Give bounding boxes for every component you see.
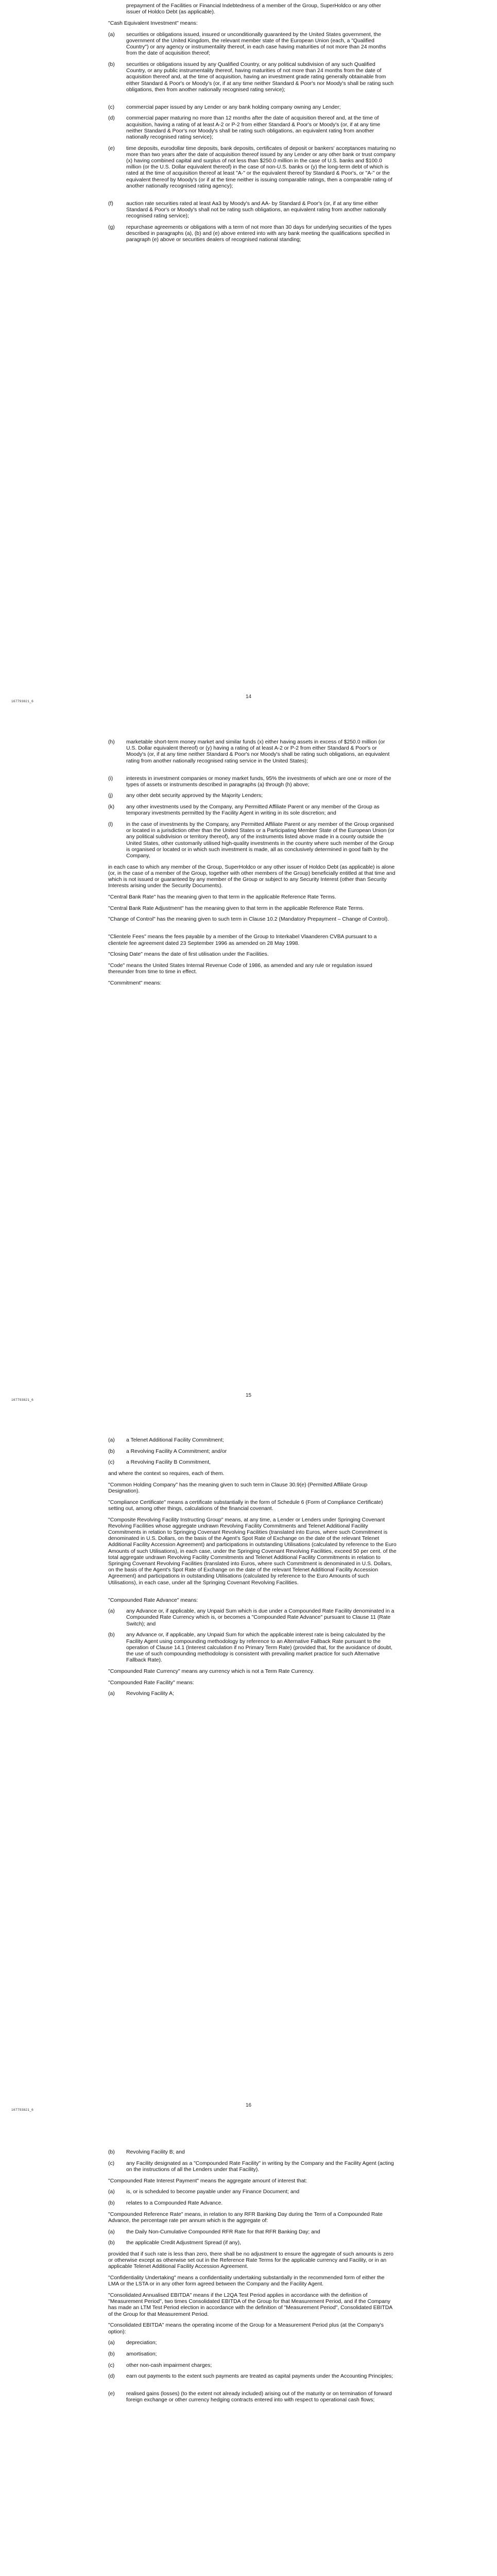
- list-item-label: (c): [108, 1460, 115, 1466]
- paragraph: "Change of Control" has the meaning given to such term in Clause 10.2 (Mandatory Prepayment – Change of Control).: [108, 917, 389, 923]
- list-item-text: amortisation;: [126, 2351, 157, 2357]
- paragraph: provided that if such rate is less than zero, there shall be no adjustment to ensure the aggregate of such amounts is zero or otherwise except as otherwise set out in the Reference Rate Terms for the applicable currency and Facility, or in an applicable Telenet Additional Facility Accession Agreement.: [108, 2251, 393, 2270]
- list-item-text: a Revolving Facility B Commitment,: [126, 1460, 211, 1466]
- list-item-text: relates to a Compounded Rate Advance.: [126, 2200, 223, 2206]
- list-item-label: (c): [108, 104, 115, 110]
- list-item-text: any Advance or, if applicable, any Unpaid Sum for which the applicable interest rate is being calculated by the Facility Agent using compounding methodology by reference to an Alternative Fallback Rate pursuant to the operation of Clause 14.1 (Interest calculation if no Primary Term Rate) (provided that, for the avoidance of doubt, the use of such compounding methodology is consistent with prevailing market practice for such Alternative Fallback Rate).: [126, 1632, 392, 1664]
- page-number: 14: [245, 694, 252, 700]
- list-item-label: (l): [108, 822, 113, 827]
- list-item-label: (c): [108, 2160, 115, 2166]
- paragraph: "Consolidated EBITDA" means the operating income of the Group for a Measurement Period plus (at the Company's option):: [108, 2323, 384, 2335]
- paragraph: "Compounded Rate Interest Payment" means the aggregate amount of interest that:: [108, 2178, 307, 2184]
- paragraph: "Cash Equivalent Investment" means:: [108, 20, 198, 26]
- list-item-text: any Advance or, if applicable, any Unpaid Sum which is due under a Compounded Rate Facility denominated in a Compounded Rate Currency which is, or becomes a "Compounded Rate Advance" pursuant to Clause 11 (Rate Switch); and: [126, 1608, 395, 1627]
- document-id: 167793821_6: [11, 700, 34, 703]
- list-item-text: the applicable Credit Adjustment Spread (if any),: [126, 2240, 241, 2246]
- list-item-label: (e): [108, 2391, 115, 2397]
- paragraph: "Code" means the United States Internal Revenue Code of 1986, as amended and any rule or regulation issued thereunder from time to time in effect.: [108, 962, 372, 975]
- list-item-text: securities or obligations issued by any Qualified Country, or any political subdivision of any such Qualified Country, or any public instrumentality thereof, having maturities of not more than 24 months from the date of acquisition thereof and, at the time of acquisition, having an investment grade rating generally obtainable from either Standard & Poor's or Moody's (or, if at any time neither Standard & Poor's nor Moody's shall be rating such obligations, then from another nationally recognised rating service);: [126, 61, 394, 93]
- page-number: 15: [245, 1393, 252, 1398]
- list-item-text: any other investments used by the Company, any Permitted Affiliate Parent or any member of the Group as temporary investments permitted by the Facility Agent in writing in its sole discretion; and: [126, 804, 380, 817]
- page-number: 16: [245, 2103, 252, 2108]
- list-item-label: (a): [108, 31, 115, 38]
- paragraph: "Compounded Rate Currency" means any currency which is not a Term Rate Currency.: [108, 1668, 314, 1674]
- paragraph: "Compounded Rate Advance" means:: [108, 1597, 198, 1603]
- list-item-label: (a): [108, 2189, 115, 2195]
- document-id: 167793821_6: [11, 1398, 34, 1402]
- paragraph: and where the context so requires, each of them.: [108, 1471, 225, 1477]
- list-item-text: realised gains (losses) (to the extent not already included) arising out of the maturity or on termination of forward foreign exchange or other currency hedging contracts entered into with respect to operational cash flows;: [126, 2391, 392, 2403]
- list-item-text: commercial paper issued by any Lender or any bank holding company owning any Lender;: [126, 104, 341, 110]
- list-item-label: (d): [108, 2374, 115, 2380]
- paragraph: in each case to which any member of the Group, SuperHoldco or any other issuer of Holdco Debt (as applicable) is alone (or, in the case of a member of the Group, together with other members of the Group) beneficially entitled at that time and which is not issued or guaranteed by any member of the Group or subject to any Security Interest (other than Security Interests arising under the Security Documents).: [108, 864, 396, 889]
- list-item-text: time deposits, eurodollar time deposits, bank deposits, certificates of deposit or bankers' acceptances maturing no more than two years after the date of acquisition thereof issued by any Lender or any other bank or trust company (x) having combined capital and surplus of not less than $250.0 million in the case of U.S. banks and $100.0 million (or the U.S. Dollar equivalent thereof) in the case of non-U.S. banks or (y) the long-term debt of which is rated at the time of acquisition thereof at least "A-" or the equivalent thereof by Standard & Poor's, or "A-" or the equivalent thereof by Moody's (or if at the time neither is issuing comparable ratings, then a comparable rating of another nationally recognised rating agency);: [126, 145, 396, 189]
- list-item-label: (b): [108, 1632, 115, 1638]
- list-item-text: any other debt security approved by the Majority Lenders;: [126, 793, 263, 799]
- paragraph: "Clientele Fees" means the fees payable by a member of the Group to Interkabel Vlaanderen CVBA pursuant to a clientele fee agreement dated 23 September 1996 as amended on 28 May 1998.: [108, 934, 377, 946]
- list-item-text: the Daily Non-Cumulative Compounded RFR Rate for that RFR Banking Day; and: [126, 2229, 320, 2235]
- list-item-text: in the case of investments by the Company, any Permitted Affiliate Parent or any member of the Group organised or located in a jurisdiction other than the United States or a Participating Member State of the European Union (or any political subdivision or territory thereof), any of the instruments listed above made in a county outside the United States, other customarily utilised high-quality investments in the country where such member of the Group is organised or located or in which such investment is made, all as conclusively determined in good faith by the Company,: [126, 822, 395, 859]
- paragraph: "Commitment" means:: [108, 980, 162, 986]
- list-item-label: (e): [108, 145, 115, 151]
- list-item-label: (b): [108, 1448, 115, 1454]
- list-item-label: (a): [108, 2229, 115, 2235]
- list-item-text: marketable short-term money market and similar funds (x) either having assets in excess of $250.0 million (or U.S. Dollar equivalent thereof) or (y) having a rating of at least A-2 or P-2 from either Standard & Poor's or Moody's (or, if at any time neither Standard & Poor's nor Moody's shall be rating such obligations, an equivalent rating from another nationally recognised rating service in the United States);: [126, 739, 390, 764]
- list-item-text: earn out payments to the extent such payments are treated as capital payments under the Accounting Principles;: [126, 2374, 393, 2380]
- paragraph: "Compounded Reference Rate" means, in relation to any RFR Banking Day during the Term of a Compounded Rate Advance, the percentage rate per annum which is the aggregate of:: [108, 2211, 383, 2224]
- list-item-text: is, or is scheduled to become payable under any Finance Document; and: [126, 2189, 300, 2195]
- list-item-text: Revolving Facility A;: [126, 1691, 174, 1697]
- list-item-label: (a): [108, 2340, 115, 2346]
- list-item-text: depreciation;: [126, 2340, 157, 2346]
- list-item-text: auction rate securities rated at least Aa3 by Moody's and AA- by Standard & Poor's (or, if at any time either Standard & Poor's or Moody's shall not be rating such obligations, an equivalent rating from another nationally recognised rating service);: [126, 200, 386, 219]
- list-item-label: (b): [108, 61, 115, 67]
- list-item-label: (a): [108, 1691, 115, 1697]
- document-id: 167793821_6: [11, 2108, 34, 2112]
- paragraph: prepayment of the Facilities or Financial Indebtedness of a member of the Group, SuperHoldco or any other issuer of Holdco Debt (as applicable).: [126, 3, 381, 15]
- list-item-label: (g): [108, 224, 115, 230]
- paragraph: "Common Holding Company" has the meaning given to such term in Clause 30.9(e) (Permitted Affiliate Group Designation).: [108, 1482, 368, 1494]
- paragraph: "Confidentiality Undertaking" means a confidentiality undertaking substantially in the recommended form of either the LMA or the LSTA or in any other form agreed between the Company and the Facility Agent.: [108, 2275, 385, 2287]
- paragraph: "Compounded Rate Facility" means:: [108, 1680, 194, 1686]
- list-item-text: repurchase agreements or obligations with a term of not more than 30 days for underlying securities of the types described in paragraphs (a), (b) and (e) above entered into with any bank meeting the qualifications specified in paragraph (e) above or securities dealers of recognised national standing;: [126, 224, 392, 243]
- list-item-label: (a): [108, 1608, 115, 1615]
- list-item-label: (i): [108, 775, 113, 782]
- list-item-label: (k): [108, 804, 115, 810]
- list-item-text: other non-cash impairment charges;: [126, 2362, 212, 2368]
- list-item-text: a Telenet Additional Facility Commitment;: [126, 1437, 224, 1443]
- list-item-label: (d): [108, 115, 115, 122]
- paragraph: "Closing Date" means the date of first utilisation under the Facilities.: [108, 952, 269, 958]
- list-item-label: (h): [108, 739, 115, 745]
- list-item-label: (b): [108, 2240, 115, 2246]
- list-item-text: any Facility designated as a "Compounded Rate Facility" in writing by the Company and the Facility Agent (acting on the instructions of all the Lenders under that Facility).: [126, 2160, 394, 2173]
- list-item-text: Revolving Facility B; and: [126, 2149, 185, 2155]
- list-item-label: (b): [108, 2351, 115, 2357]
- paragraph: "Central Bank Rate" has the meaning given to that term in the applicable Reference Rate Terms.: [108, 894, 336, 900]
- list-item-text: securities or obligations issued, insured or unconditionally guaranteed by the United States government, the government of the United Kingdom, the relevant member state of the European Union (each, a "Qualified Country") or any agency or instrumentality thereof, in each case having maturities of not more than 24 months from the date of acquisition thereof;: [126, 31, 386, 57]
- list-item-label: (f): [108, 200, 113, 207]
- list-item-label: (j): [108, 793, 113, 799]
- list-item-label: (a): [108, 1437, 115, 1443]
- list-item-text: a Revolving Facility A Commitment; and/or: [126, 1448, 227, 1454]
- paragraph: "Consolidated Annualised EBITDA" means if the L2QA Test Period applies in accordance with the definition of "Measurement Period", two times Consolidated EBITDA of the Group for that Measurement Period, and if the Company has made an LTM Test Period election in accordance with the definition of "Measurement Period", Consolidated EBITDA of the Group for that Measurement Period.: [108, 2293, 392, 2317]
- list-item-label: (b): [108, 2149, 115, 2155]
- list-item-label: (b): [108, 2200, 115, 2206]
- list-item-label: (c): [108, 2362, 115, 2368]
- list-item-text: commercial paper maturing no more than 12 months after the date of acquisition thereof and, at the time of acquisition, having a rating of at least A-2 or P-2 from either Standard & Poor's or Moody's (or, if at any time neither Standard & Poor's nor Moody's shall be rating such obligations, an equivalent rating from another nationally recognised rating service);: [126, 115, 381, 140]
- paragraph: "Central Bank Rate Adjustment" has the meaning given to that term in the applicable Reference Rate Terms.: [108, 905, 364, 911]
- paragraph: "Composite Revolving Facility Instructing Group" means, at any time, a Lender or Lenders under Springing Covenant Revolving Facilities whose aggregate undrawn Revolving Facility Commitments and Telenet Additional Facility Commitments in relation to Springing Covenant Revolving Facilities (translated into Euros, where such Commitment is denominated in U.S. Dollars, on the basis of the Agent's Spot Rate of Exchange on the date of the relevant Telenet Additional Facility Accession Agreement) and participations in outstanding Utilisations (calculated by reference to the Euro Amounts of such Utilisations), in each case, under the Springing Covenant Revolving Facilities, exceed 50 per cent. of the total aggregate undrawn Revolving Facility Commitments and Telenet Additional Facility Commitments in relation to Springing Covenant Revolving Facilities (translated into Euros, where such Commitment is denominated in U.S. Dollars, on the basis of the Agent's Spot Rate of Exchange on the date of the relevant Telenet Additional Facility Accession Agreement) and participations in outstanding Utilisations (calculated by reference to the Euro Amounts of such Utilisations), in each case, under all the Springing Covenant Revolving Facilities.: [108, 1517, 397, 1586]
- list-item-text: interests in investment companies or money market funds, 95% the investments of which are one or more of the types of assets or instruments described in paragraphs (a) through (h) above;: [126, 775, 391, 788]
- paragraph: "Compliance Certificate" means a certificate substantially in the form of Schedule 6 (Form of Compliance Certificate) setting out, among other things, calculations of the financial covenant.: [108, 1499, 383, 1512]
